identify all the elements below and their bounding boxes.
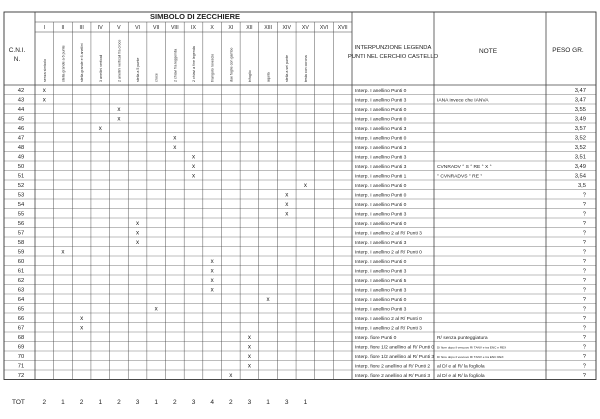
peso-cell: 3,47 [574, 87, 586, 94]
symbol-mark: x [154, 305, 158, 313]
peso-cell: ? [582, 353, 586, 360]
simbolo-zecchiere-title: SIMBOLO DI ZECCHIERE [149, 12, 241, 21]
interpunzione-cell: Interp. I anellino Punti 0 [355, 136, 407, 142]
interpunzione-cell: Interp. I anellino 2 al R/ Punti 3 [355, 231, 422, 237]
total-count: 2 [117, 399, 121, 406]
interpunzione-cell: Interp. fiore 2 anellino al R/ Punti 2 [355, 364, 431, 370]
symbol-mark: x [42, 96, 46, 104]
peso-cell: ? [582, 220, 586, 227]
peso-cell: ? [582, 249, 586, 256]
row-number: 63 [17, 287, 25, 294]
symbol-mark: x [247, 334, 251, 342]
roman-numeral: V [117, 25, 121, 31]
roman-numeral: XIII [264, 25, 272, 31]
total-count: 2 [228, 399, 233, 406]
note-cell: ° CVNRADVS ° RE ° [437, 174, 483, 180]
interpunzione-cell: Interp. I anellino Punti 0 [355, 117, 407, 123]
row-number: 67 [17, 325, 25, 332]
total-count: 2 [173, 399, 177, 406]
row-number: 54 [17, 201, 25, 208]
peso-cell: ? [582, 287, 586, 294]
peso-cell: 3,52 [574, 144, 586, 151]
total-count: 1 [98, 399, 103, 406]
interpunzione-cell: Interp. I anellino Punti 0 [355, 202, 407, 208]
symbol-name: due foglie con gambo [229, 47, 234, 82]
symbol-mark: x [210, 286, 214, 294]
symbol-name: 2 chiavi fra leggenda [173, 48, 178, 82]
interpunzione-cell: Interp. I anellino Punti 0 [355, 221, 407, 227]
symbol-name: 2 anellini verticali fra croce [117, 39, 122, 82]
symbol-mark: x [303, 182, 307, 190]
peso-cell: ? [582, 363, 586, 370]
symbol-name: testa con corona [303, 55, 308, 82]
symbol-mark: x [247, 362, 251, 370]
total-count: 1 [61, 399, 65, 406]
peso-cell: ? [582, 192, 586, 199]
symbol-mark: x [285, 201, 289, 209]
interpunzione-title: INTERPUNZIONE LEGENDA [354, 45, 432, 51]
symbol-mark: x [173, 144, 177, 152]
interpunzione-cell: Interp. fiore 1/2 anellino al R/ Punti 3 [355, 354, 435, 360]
roman-numeral: XV [301, 25, 309, 31]
peso-cell: ? [582, 230, 586, 237]
peso-cell: ? [582, 239, 586, 246]
note-cell: R/ senza punteggiatura [437, 335, 488, 341]
total-count: 3 [284, 399, 289, 406]
note-cell: IANA invece che IANVA [437, 98, 489, 104]
table-body [18, 87, 587, 379]
interpunzione-cell: Interp. fiore Punti 0 [355, 335, 397, 341]
row-number: 43 [17, 97, 25, 104]
symbol-mark: x [80, 315, 84, 323]
row-number: 68 [17, 334, 25, 341]
peso-cell: 3,5 [577, 182, 586, 189]
row-number: 72 [17, 372, 25, 379]
peso-cell: 3,52 [574, 135, 586, 142]
row-number: 48 [17, 144, 25, 151]
cni-label: C.N.I. [8, 47, 26, 54]
roman-numeral: VII [153, 25, 160, 31]
row-number: 69 [17, 344, 25, 351]
row-number: 62 [17, 277, 25, 284]
interpunzione-cell: Interp. I anellino Punti 3 [355, 240, 407, 246]
total-count: 3 [135, 399, 140, 406]
interpunzione-cell: Interp. I anellino Punti 3 [355, 164, 407, 170]
symbol-name: senza simbolo [42, 59, 47, 82]
roman-numeral: XVI [319, 25, 329, 31]
row-number: 59 [17, 249, 25, 256]
total-count: 1 [154, 399, 159, 406]
peso-cell: 3,57 [574, 125, 586, 132]
row-number: 52 [17, 182, 25, 189]
peso-title: PESO GR. [552, 47, 584, 54]
row-number: 53 [17, 192, 25, 199]
note-cell: al D/ e al R/ la fogliola [437, 373, 485, 379]
peso-cell: ? [582, 296, 586, 303]
peso-cell: ? [582, 325, 586, 332]
peso-cell: 3,55 [574, 106, 586, 113]
roman-numeral: XII [246, 25, 253, 31]
symbol-mark: x [173, 134, 177, 142]
note-cell: CVNRADV ° S ° RE ° X ° [437, 164, 492, 170]
interpunzione-cell: Interp. I anellino Punti 5 [355, 278, 407, 284]
symbol-mark: x [136, 229, 140, 237]
symbol-name: stella grande a 6 punte [61, 45, 66, 82]
roman-numeral: X [210, 25, 214, 31]
totals-row [12, 399, 308, 406]
table-grid [4, 12, 596, 380]
peso-cell: ? [582, 306, 586, 313]
row-number: 44 [17, 106, 25, 113]
roman-numeral-header [44, 25, 348, 31]
symbol-mark: x [80, 324, 84, 332]
row-number: 42 [17, 87, 25, 94]
symbol-name: triangolo rovescio [210, 53, 215, 82]
symbol-mark: x [42, 87, 46, 95]
peso-cell: ? [582, 334, 586, 341]
interpunzione-cell: Interp. I anellino Punti 3 [355, 155, 407, 161]
roman-numeral: I [43, 25, 46, 31]
roman-numeral: VI [135, 25, 141, 31]
peso-cell: ? [582, 268, 586, 275]
symbol-mark: x [285, 191, 289, 199]
peso-cell: ? [582, 211, 586, 218]
table-header [9, 12, 584, 63]
note-cell: al D/ e al R/ la fogliola [437, 364, 485, 370]
symbol-mark: x [210, 258, 214, 266]
interpunzione-cell: Interp. I anellino 2 al R/ Punti 3 [355, 326, 422, 332]
symbol-mark: x [191, 153, 196, 161]
row-number: 65 [17, 306, 25, 313]
symbol-mark: x [98, 125, 102, 133]
roman-numeral: IX [191, 25, 196, 31]
roman-numeral: XI [228, 25, 234, 31]
row-number: 56 [17, 220, 25, 227]
symbol-mark: x [61, 248, 65, 256]
peso-cell: ? [582, 315, 586, 322]
interpunzione-cell: Interp. I anellino Punti 3 [355, 98, 407, 104]
symbol-mark: x [210, 277, 214, 285]
interpunzione-cell: Interp. I anellino 2 al R/ Punti 0 [355, 316, 422, 322]
symbol-name: stella grande e 6 anellini [80, 43, 85, 82]
row-number: 50 [17, 163, 25, 170]
peso-cell: 3,47 [574, 97, 586, 104]
note-cell: D/ fiore dopo il vescovo R/ TANV e tra ENC e REX [437, 345, 507, 350]
row-number: 46 [17, 125, 25, 132]
total-count: 3 [191, 399, 196, 406]
symbol-mark: x [229, 372, 233, 380]
peso-cell: ? [582, 277, 586, 284]
symbol-mark: x [285, 210, 289, 218]
symbol-mark: x [247, 343, 251, 351]
peso-cell: 3,54 [574, 173, 586, 180]
symbol-name: aquila [266, 72, 271, 82]
row-number: 66 [17, 315, 25, 322]
total-count: 2 [79, 399, 84, 406]
symbol-name: trifoglio [247, 70, 252, 82]
row-number: 57 [17, 230, 25, 237]
roman-numeral: IV [97, 25, 103, 31]
row-number: 71 [17, 363, 25, 370]
symbol-name: stella a 5 punte [136, 57, 141, 82]
interpunzione-cell: Interp. I anellino Punti 1 [355, 174, 407, 180]
symbol-mark: x [136, 220, 140, 228]
row-number: 70 [17, 353, 25, 360]
peso-cell: 3,49 [574, 116, 586, 123]
note-cell: D/ fiore dopo il vescovo R/ TANV e tra ENC REX [437, 354, 504, 359]
symbol-mark: x [191, 172, 196, 180]
interpunzione-cell: Interp. I anellino 2 al R/ Punti 0 [355, 250, 422, 256]
peso-cell: ? [582, 372, 586, 379]
interpunzione-cell: Interp. I anellino Punti 0 [355, 297, 407, 303]
interpunzione-cell: Interp. I anellino Punti 3 [355, 212, 407, 218]
roman-numeral: XIV [282, 25, 291, 31]
total-count: 2 [42, 399, 47, 406]
note-title: NOTE [478, 48, 498, 55]
roman-numeral: III [79, 25, 84, 31]
row-number: 60 [17, 258, 25, 265]
symbol-mark: x [247, 353, 251, 361]
symbol-name: stella a sei punte [285, 55, 290, 82]
row-number: 47 [17, 135, 25, 142]
tot-label: TOT [12, 399, 25, 406]
peso-cell: ? [582, 258, 586, 265]
peso-cell: ? [582, 344, 586, 351]
interpunzione-cell: Interp. I anellino Punti 3 [355, 307, 407, 313]
total-count: 4 [210, 399, 214, 406]
symbol-mark: x [191, 163, 196, 171]
interpunzione-cell: Interp. I anellino Punti 0 [355, 183, 407, 189]
row-number: 58 [17, 239, 25, 246]
symbol-name: 2 chiavi a fine legenda [192, 46, 196, 82]
row-number: 55 [17, 211, 25, 218]
interpunzione-cell: Interp. I anellino Punti 0 [355, 88, 407, 94]
table-frame [4, 12, 596, 380]
roman-numeral: VIII [170, 25, 179, 31]
interpunzione-cell: Interp. fiore 1/2 anellino al R/ Punti 0 [355, 345, 435, 351]
row-number: 64 [17, 296, 25, 303]
total-count: 3 [247, 399, 252, 406]
roman-numeral: XVII [337, 25, 348, 31]
interpunzione-cell: Interp. I anellino Punti 0 [355, 107, 407, 113]
peso-cell: ? [582, 201, 586, 208]
symbol-mark: x [136, 239, 140, 247]
row-number: 61 [17, 268, 25, 275]
roman-numeral: II [61, 25, 65, 31]
symbol-name: croce [154, 73, 159, 82]
symbol-name-header [43, 40, 308, 82]
peso-cell: 3,49 [574, 163, 586, 170]
symbol-mark: x [117, 115, 121, 123]
punti-cerchio-title: PUNTI NEL CERCHIO CASTELLO [347, 54, 439, 60]
row-number: 45 [17, 116, 25, 123]
total-count: 1 [303, 399, 308, 406]
row-number: 51 [17, 173, 25, 180]
interpunzione-cell: Interp. I anellino Punti 3 [355, 288, 407, 294]
row-number: 49 [17, 154, 25, 161]
symbol-mark: x [210, 267, 214, 275]
symbol-name: 3 anellini verticali [98, 54, 103, 82]
interpunzione-cell: Interp. I anellino Punti 0 [355, 259, 407, 265]
symbol-mark: x [266, 296, 270, 304]
interpunzione-cell: Interp. I anellino Punti 3 [355, 145, 407, 151]
interpunzione-cell: Interp. I anellino Punti 0 [355, 193, 407, 199]
interpunzione-cell: Interp. I anellino Punti 3 [355, 269, 407, 275]
n-label: N. [13, 56, 21, 63]
symbol-mark: x [117, 106, 121, 114]
total-count: 1 [266, 399, 270, 406]
interpunzione-cell: Interp. fiore 2 anellino al R/ Punti 3 [355, 373, 431, 379]
peso-cell: 3,51 [574, 154, 586, 161]
interpunzione-cell: Interp. I anellino Punti 3 [355, 126, 407, 132]
